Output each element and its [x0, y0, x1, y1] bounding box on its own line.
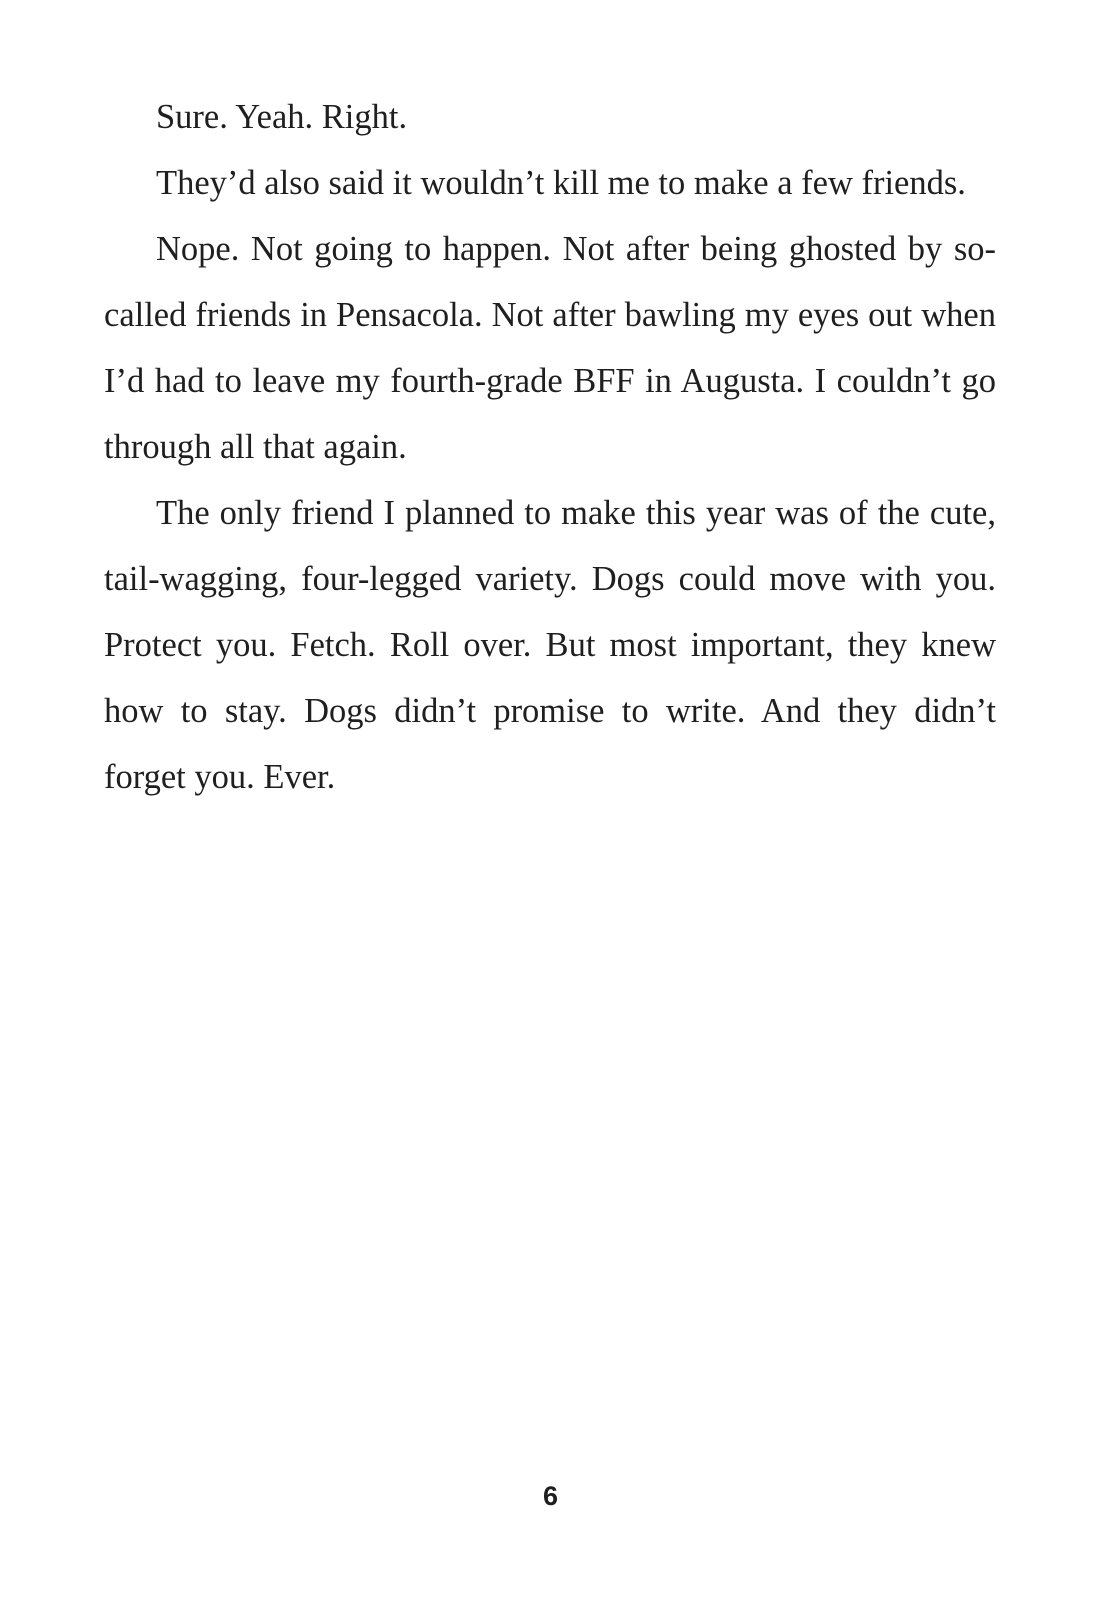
paragraph-4: The only friend I planned to make this year was of the cute, tail-wagging, four-legged variety. Dogs could move with you. Protect you. Fetch. Roll over. But most important, they knew how to stay. Dogs didn’t promise to write. And they didn’t forget you. Ever.	[104, 494, 996, 796]
body-text	[104, 84, 996, 810]
paragraph-2: They’d also said it wouldn’t kill me to make a few friends.	[156, 164, 966, 202]
paragraph-1: Sure. Yeah. Right.	[156, 98, 408, 136]
paragraph-3: Nope. Not going to happen. Not after being ghosted by so-called friends in Pensacola. Not after bawling my eyes out when I’d had to leave my fourth-grade BFF in Augusta. I couldn’t go through all that again.	[104, 230, 996, 466]
page-number: 6	[542, 1481, 559, 1511]
